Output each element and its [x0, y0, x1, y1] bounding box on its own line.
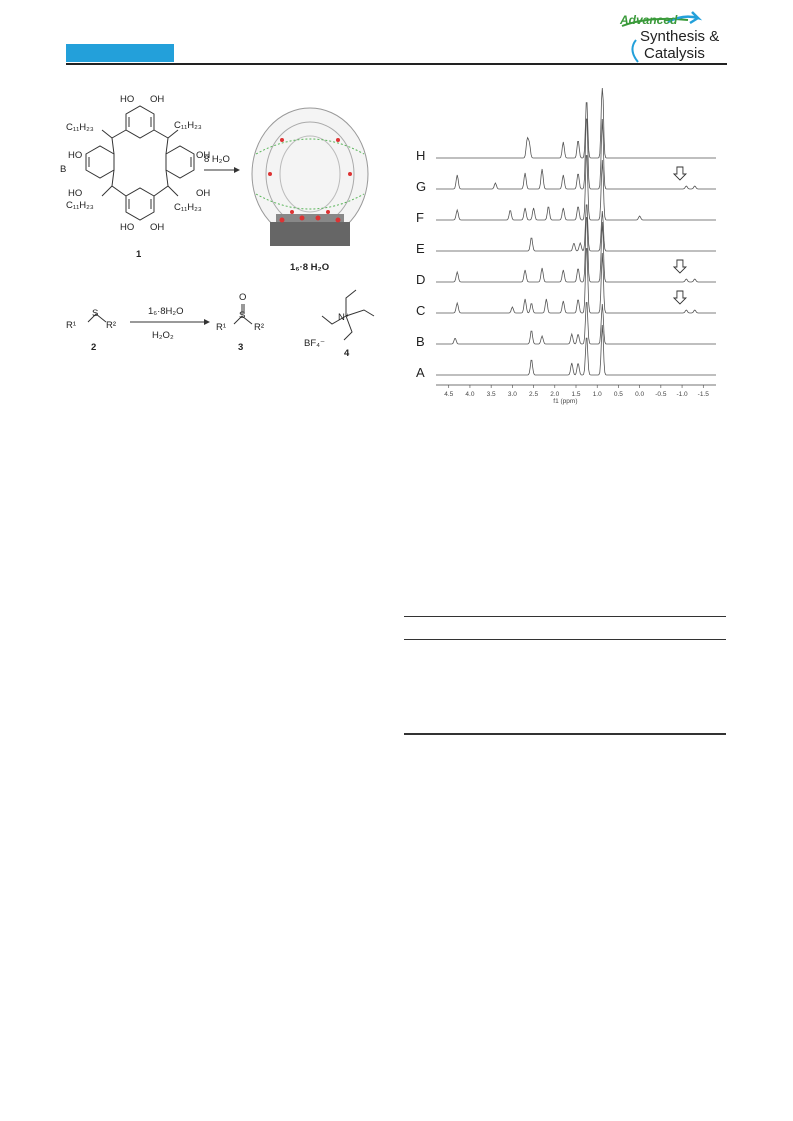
axis-tick-label: 0.0 [635, 391, 645, 398]
down-arrow-icon [674, 260, 686, 273]
axis-tick-label: 3.5 [486, 391, 496, 398]
axis-tick-label: -0.5 [655, 391, 667, 398]
alkyl-bottom-left: C₁₁H₂₃ [66, 200, 94, 211]
hydroxyl-bottom-left: HO [120, 222, 135, 233]
axis-tick-label: 4.0 [465, 391, 475, 398]
hydroxyl-bottom-right: OH [150, 222, 165, 233]
sulfoxide-oxygen: O [239, 292, 247, 303]
chemistry-scheme [56, 84, 386, 384]
hydration-arrowhead-icon [234, 167, 240, 173]
hydroxyl-top-left: HO [120, 94, 135, 105]
logo-text-synthesis: Synthesis & [640, 28, 720, 45]
table-header-rule [404, 639, 726, 640]
trace-label-h: H [416, 148, 426, 163]
axis-tick-label: 0.5 [613, 391, 623, 398]
trace-label-a: A [416, 365, 425, 380]
sulfide-r2: R² [106, 320, 117, 331]
hydroxyl-top-right: OH [150, 94, 165, 105]
alkyl-top-right: C₁₁H₂₃ [174, 120, 202, 131]
axis-tick-label: -1.5 [697, 391, 709, 398]
journal-logo [608, 10, 738, 66]
table-bottom-rule [404, 733, 726, 735]
logo-text-catalysis: Catalysis [644, 45, 705, 62]
tetrafluoroborate-anion: BF₄⁻ [304, 338, 326, 349]
journal-color-bar [66, 44, 174, 62]
oxidant-text: H₂O₂ [152, 330, 174, 341]
trace-label-f: F [416, 210, 424, 225]
sulfoxide-sulfur: S [239, 310, 246, 321]
salt-label: 4 [344, 348, 350, 359]
table-top-rule [404, 616, 726, 617]
compound-1-label: 1 [136, 249, 142, 260]
hydration-reagent: 8 H₂O [204, 154, 230, 165]
trace-label-e: E [416, 241, 425, 256]
hexamer-label: 1₆·8 H₂O [290, 262, 330, 273]
sulfide-sulfur: S [92, 308, 99, 319]
sulfoxide-r1: R¹ [216, 322, 227, 333]
nmr-trace-a [436, 325, 716, 375]
trace-label-c: C [416, 303, 426, 318]
alkyl-bottom-right: C₁₁H₂₃ [174, 202, 202, 213]
hydroxyl-right-bottom: OH [196, 188, 211, 199]
left-edge-symbol: B [60, 164, 67, 175]
reaction-arrowhead-icon [204, 319, 210, 325]
hydroxyl-left-bottom: HO [68, 188, 83, 199]
catalyst-text: 1₆·8H₂O [148, 306, 184, 317]
down-arrow-icon [674, 167, 686, 180]
axis-tick-label: 4.5 [444, 391, 454, 398]
axis-tick-label: 2.0 [550, 391, 560, 398]
hydroxyl-left-top: HO [68, 150, 83, 161]
nmr-spectra-figure [410, 86, 730, 405]
trace-label-g: G [416, 179, 427, 194]
sulfoxide-r2: R² [254, 322, 265, 333]
ammonium-nitrogen: N⁺ [338, 312, 350, 323]
sulfoxide-label: 3 [238, 342, 244, 353]
axis-tick-label: 3.0 [507, 391, 517, 398]
hexamer-capsule-model [252, 108, 368, 246]
alkyl-top-left: C₁₁H₂₃ [66, 122, 94, 133]
axis-tick-label: 1.0 [592, 391, 602, 398]
nmr-trace-h [436, 88, 716, 158]
hydroxyl-right-top: OH [196, 150, 211, 161]
axis-tick-label: -1.0 [676, 391, 688, 398]
logo-text-advanced: Advanced [620, 13, 678, 27]
axis-tick-label: 2.5 [529, 391, 539, 398]
nmr-trace-e [436, 205, 716, 251]
sulfide-r1: R¹ [66, 320, 77, 331]
trace-label-b: B [416, 334, 425, 349]
x-axis-label: f1 (ppm) [553, 398, 578, 405]
down-arrow-icon [674, 291, 686, 304]
axis-tick-label: 1.5 [571, 391, 581, 398]
trace-label-d: D [416, 272, 426, 287]
sulfide-label: 2 [91, 342, 97, 353]
